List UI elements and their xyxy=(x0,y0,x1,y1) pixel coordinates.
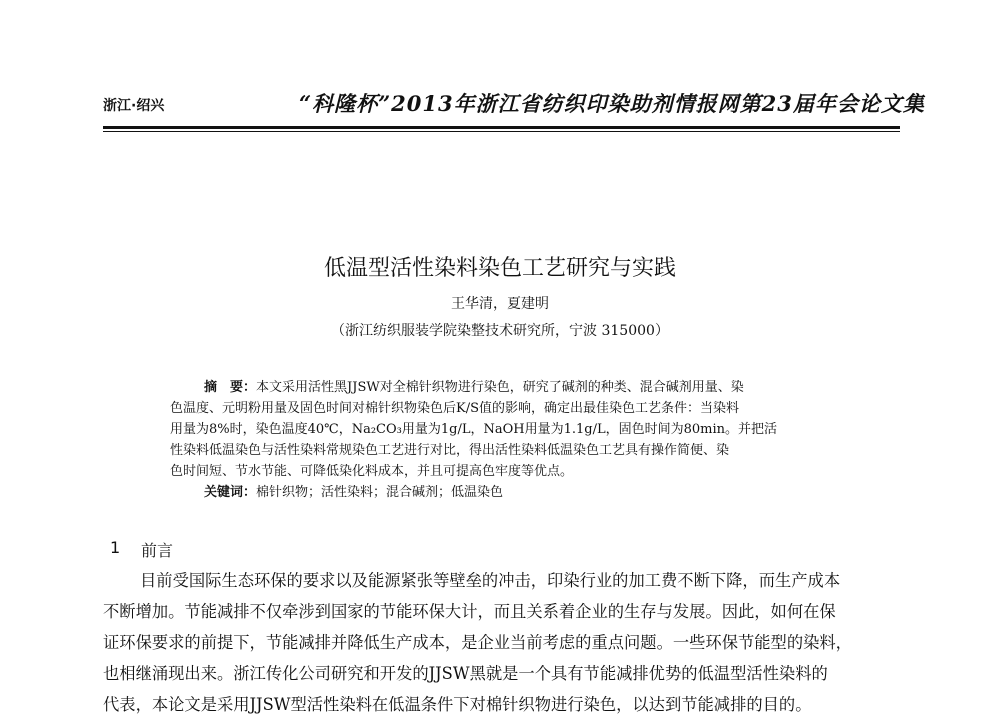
paper-affiliation: （浙江纺织服装学院染整技术研究所，宁波 315000） xyxy=(331,323,669,339)
body-line: 不断增加。节能减排不仅牵涉到国家的节能环保大计，而且关系着企业的生存与发展。因此，如何在保 xyxy=(103,602,836,621)
section-number: 1 xyxy=(110,538,121,557)
keywords-line xyxy=(204,481,503,500)
abstract-line: 色时间短、节水节能、可降低染化料成本，并且可提高色牢度等优点。 xyxy=(170,464,574,479)
paper-title: 低温型活性染料染色工艺研究与实践 xyxy=(323,256,676,281)
abstract-line: 色温度、元明粉用量及固色时间对棉针织物染色后K/S值的影响，确定出最佳染色工艺条件：当染料 xyxy=(170,401,739,416)
keywords-text: 棉针织物；活性染料；混合碱剂；低温染色 xyxy=(256,485,504,500)
paper-authors: 王华清，夏建明 xyxy=(451,296,549,312)
abstract-line: 用量为8%时，染色温度40℃，Na₂CO₃用量为1g/L，NaOH用量为1.1g/L，固色时间为80min。并把活 xyxy=(170,422,777,437)
abstract-line xyxy=(204,376,744,395)
section-title: 前言 xyxy=(141,541,174,560)
body-line: 证环保要求的前提下，节能减排并降低生产成本，是企业当前考虑的重点问题。一些环保节能型的染料， xyxy=(103,633,852,652)
abstract-label: 摘 要： xyxy=(204,380,257,395)
body-line: 目前受国际生态环保的要求以及能源紧张等壁垒的冲击，印染行业的加工费不断下降，而生产成本 xyxy=(140,571,841,590)
abstract-line: 性染料低温染色与活性染料常规染色工艺进行对比，得出活性染料低温染色工艺具有操作简便、染 xyxy=(170,443,730,458)
header-rule-thick xyxy=(103,126,900,129)
keywords-label: 关键词： xyxy=(204,485,257,500)
body-line: 代表，本论文是采用JJSW型活性染料在低温条件下对棉针织物进行染色，以达到节能减排的目的。 xyxy=(103,695,812,714)
running-header-proceedings-title: “科隆杯”2013年浙江省纺织印染助剂情报网第23届年会论文集 xyxy=(299,91,925,116)
abstract-text: 本文采用活性黑JJSW对全棉针织物进行染色，研究了碱剂的种类、混合碱剂用量、染 xyxy=(256,380,744,395)
body-line: 也相继涌现出来。浙江传化公司研究和开发的JJSW黑就是一个具有节能减排优势的低温型活性染料的 xyxy=(103,664,828,683)
running-header-location: 浙江·绍兴 xyxy=(103,98,165,114)
header-rule-thin xyxy=(103,131,900,132)
